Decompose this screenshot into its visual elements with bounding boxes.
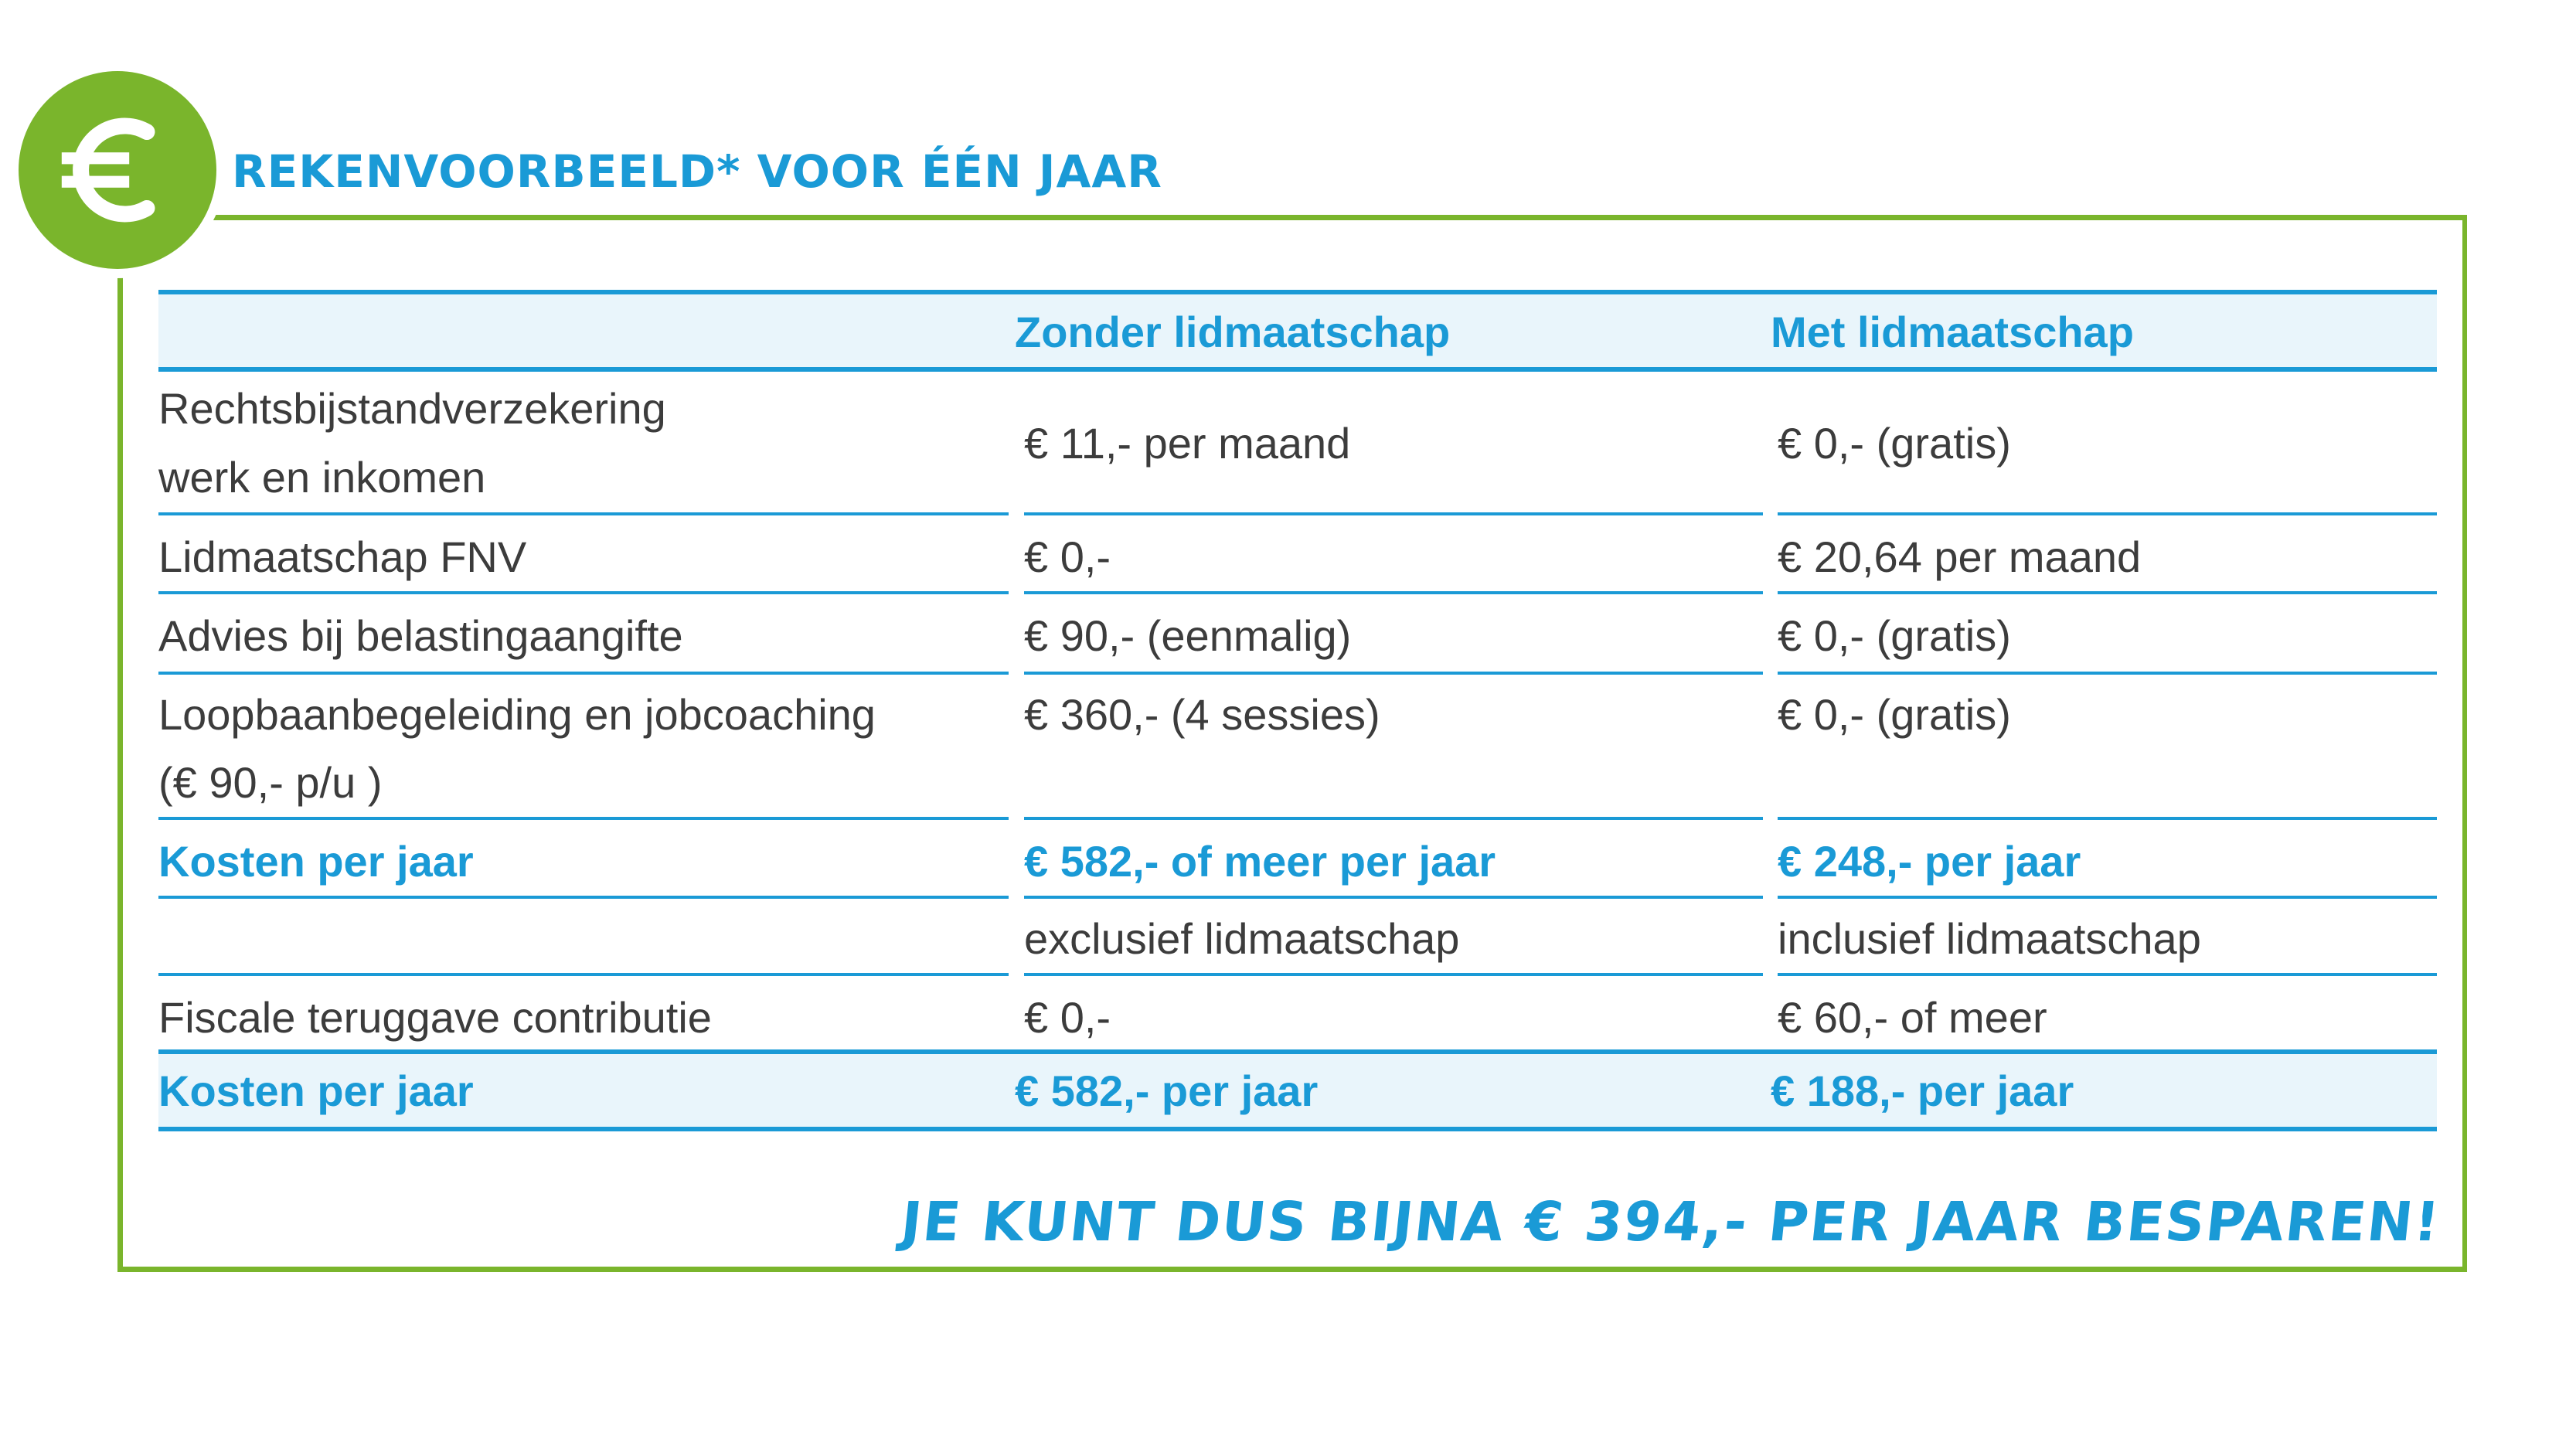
value-with: € 20,64 per maand [1778, 532, 2142, 581]
row-divider [1024, 896, 1763, 899]
row-divider [1024, 591, 1763, 594]
row-divider [1024, 512, 1763, 515]
row-divider [1024, 973, 1763, 976]
value-without: € 90,- (eenmalig) [1024, 611, 1352, 660]
row-divider [1024, 672, 1763, 675]
subtotal-without: € 582,- of meer per jaar [1024, 837, 1496, 886]
subtotal-label: Kosten per jaar [158, 837, 474, 886]
total-label: Kosten per jaar [158, 1066, 474, 1115]
total-with: € 188,- per jaar [1771, 1066, 2074, 1115]
row-label: Fiscale teruggave contributie [158, 993, 712, 1042]
row-label: Lidmaatschap FNV [158, 532, 527, 581]
subtotal-with: € 248,- per jaar [1778, 837, 2081, 886]
row-label: werk en inkomen [158, 453, 486, 502]
note-with: inclusief lidmaatschap [1778, 914, 2201, 963]
column-header-with: Met lidmaatschap [1771, 308, 2134, 356]
row-divider [158, 817, 1009, 820]
row-divider [1778, 896, 2437, 899]
note-without: exclusief lidmaatschap [1024, 914, 1460, 963]
row-divider [158, 672, 1009, 675]
value-with: € 0,- (gratis) [1778, 690, 2011, 739]
row-divider [158, 591, 1009, 594]
value-with: € 0,- (gratis) [1778, 419, 2011, 468]
row-divider [1778, 672, 2437, 675]
value-without: € 0,- [1024, 993, 1111, 1042]
total-without: € 582,- per jaar [1015, 1066, 1319, 1115]
row-divider [1778, 817, 2437, 820]
row-divider [1778, 973, 2437, 976]
row-divider [1024, 817, 1763, 820]
row-label: Advies bij belastingaangifte [158, 611, 683, 660]
row-divider [158, 973, 1009, 976]
value-without: € 0,- [1024, 532, 1111, 581]
euro-icon [44, 97, 191, 243]
row-divider [158, 896, 1009, 899]
value-without: € 360,- (4 sessies) [1024, 690, 1380, 739]
row-divider [158, 512, 1009, 515]
row-label: (€ 90,- p/u ) [158, 758, 383, 807]
value-without: € 11,- per maand [1024, 419, 1351, 468]
euro-badge [19, 71, 216, 269]
value-with: € 0,- (gratis) [1778, 611, 2011, 660]
row-divider [1778, 512, 2437, 515]
savings-conclusion: JE KUNT DUS BIJNA € 394,- PER JAAR BESPAREN! [897, 1190, 2444, 1253]
row-label: Rechtsbijstandverzekering [158, 384, 666, 433]
row-divider [1778, 591, 2437, 594]
row-label: Loopbaanbegeleiding en jobcoaching [158, 690, 876, 739]
page-title: REKENVOORBEELD* VOOR ÉÉN JAAR [232, 145, 1162, 198]
value-with: € 60,- of meer [1778, 993, 2047, 1042]
column-header-without: Zonder lidmaatschap [1015, 308, 1451, 356]
